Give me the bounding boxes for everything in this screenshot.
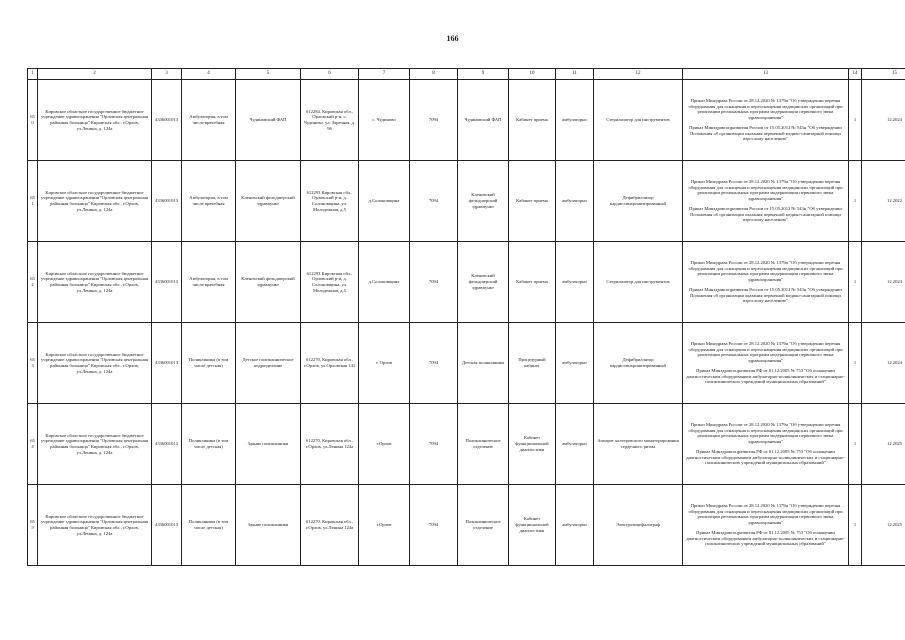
inn-cell: 4336001013: [152, 161, 182, 242]
inn-cell: 4336001013: [152, 404, 182, 485]
code-cell: 7094: [410, 242, 458, 323]
care-type-cell: амбулаторно: [556, 323, 594, 404]
column-header: 10: [509, 69, 556, 80]
inn-cell: 4336001013: [152, 485, 182, 566]
table-row: [28, 323, 905, 404]
locality-cell: г. Орлов: [359, 323, 410, 404]
equipment-cell: Стерилизатор для инструментов: [594, 80, 683, 161]
code-cell: 7094: [410, 161, 458, 242]
legal-basis-cell: [683, 323, 849, 404]
column-header: 8: [410, 69, 458, 80]
legal-basis-order-2: Приказ Минздравсоцразвития РФ от 01.12.2005 № 753 "Об оснащении диагностическим оборудованием амбулаторно-поликлинических и стационарно-поликлинических учреждений муниципальных образований": [686, 367, 845, 385]
division-cell: Детская поликлиника: [458, 323, 509, 404]
legal-basis-order-1: Приказ Минздрава России от 28.12.2020 № 1379н "Об утверждении перечня оборудования для оснащения и переоснащения медицинских организаций при реализации региональных программ модернизации первичного звена здравоохранения": [688, 178, 843, 202]
table-row: [28, 242, 905, 323]
column-header: 3: [152, 69, 182, 80]
legal-basis-order-1: Приказ Минздрава России от 28.12.2020 № 1379н "Об утверждении перечня оборудования для оснащения и переоснащения медицинских организаций при реализации региональных программ модернизации первичного звена здравоохранения": [688, 97, 843, 121]
address-cell: 612270, Кировская обл., г.Орлов, ул.Орловская 141: [301, 323, 359, 404]
locality-cell: д.Солоновщина: [359, 161, 410, 242]
unit-cell: Здание поликлиники: [236, 485, 301, 566]
address-cell: 612270, Кировская обл., г.Орлов, ул.Ленина 124а: [301, 404, 359, 485]
facility-type-cell: Амбулатория, в том числе врачебная: [182, 80, 236, 161]
locality-cell: г.Орлов: [359, 404, 410, 485]
code-cell: 7094: [410, 404, 458, 485]
legal-basis-cell: [683, 404, 849, 485]
table-row: [28, 404, 905, 485]
room-cell: Кабинет функциональной диагностики: [509, 485, 556, 566]
table-row: [28, 80, 905, 161]
date-cell: 12.2025: [862, 485, 905, 566]
locality-cell: г.Орлов: [359, 485, 410, 566]
code-cell: 7094: [410, 485, 458, 566]
row-number: 651: [28, 161, 38, 242]
division-cell: Поликлиническое отделение: [458, 404, 509, 485]
column-header: 1: [28, 69, 38, 80]
inn-cell: 4336001013: [152, 242, 182, 323]
legal-basis-cell: [683, 485, 849, 566]
quantity-cell: 1: [849, 323, 862, 404]
legal-basis-order-1: Приказ Минздрава России от 28.12.2020 № 1379н "Об утверждении перечня оборудования для оснащения и переоснащения медицинских организаций при реализации региональных программ модернизации первичного звена здравоохранения": [688, 259, 843, 283]
room-cell: Кабинет функциональной диагностики: [509, 404, 556, 485]
room-cell: Процедурный кабинет: [509, 323, 556, 404]
unit-cell: Детское поликлиническое подразделение: [236, 323, 301, 404]
date-cell: 12.2024: [862, 323, 905, 404]
column-header: 5: [236, 69, 301, 80]
facility-type-cell: Амбулатория, в том числе врачебная: [182, 242, 236, 323]
facility-type-cell: Поликлиника (в том числе детская): [182, 485, 236, 566]
quantity-cell: 1: [849, 242, 862, 323]
division-cell: Чудиновский ФАП: [458, 80, 509, 161]
legal-basis-order-2: Приказ Минздравсоцразвития России от 15.05.2012 № 543н "Об утверждении Положения об организации оказания первичной медико-санитарной помощи взрослому населению": [689, 286, 842, 304]
quantity-cell: 1: [849, 404, 862, 485]
legal-basis-order-2: Приказ Минздравсоцразвития России от 15.05.2012 № 543н "Об утверждении Положения об организации оказания первичной медико-санитарной помощи взрослому населению": [689, 205, 842, 223]
care-type-cell: амбулаторно: [556, 485, 594, 566]
locality-cell: д.Солоновщина: [359, 242, 410, 323]
care-type-cell: амбулаторно: [556, 80, 594, 161]
division-cell: Кленовский фельдшерский здравпункт: [458, 161, 509, 242]
table-row: [28, 161, 905, 242]
equipment-cell: Стерилизатор для инструментов: [594, 242, 683, 323]
table-row: [28, 485, 905, 566]
column-header: 15: [862, 69, 905, 80]
row-number: 655: [28, 485, 38, 566]
facility-type-cell: Амбулатория, в том числе врачебная: [182, 161, 236, 242]
organization-cell: Кировское областное государственное бюджетное учреждение здравоохранения "Орловская центральная районная больница" Кировская обл., г.Орлов, ул.Ленина, д. 124а: [38, 242, 152, 323]
equipment-cell: Дефибриллятор кардиосинхронизированный: [594, 323, 683, 404]
legal-basis-cell: [683, 242, 849, 323]
column-header: 4: [182, 69, 236, 80]
legal-basis-order-2: Приказ Минздравсоцразвития РФ от 01.12.2005 № 753 "Об оснащении диагностическим оборудованием амбулаторно-поликлинических и стационарно-поликлинических учреждений муниципальных образований": [686, 448, 845, 466]
date-cell: 12.2024: [862, 242, 905, 323]
unit-cell: Здание поликлиники: [236, 404, 301, 485]
date-cell: 12.2022: [862, 161, 905, 242]
room-cell: Кабинет приема: [509, 242, 556, 323]
page-number: 166: [446, 34, 459, 43]
legal-basis-order-1: Приказ Минздрава России от 28.12.2020 № 1379н "Об утверждении перечня оборудования для оснащения и переоснащения медицинских организаций при реализации региональных программ модернизации первичного звена здравоохранения": [688, 340, 843, 364]
column-header: 13: [683, 69, 849, 80]
division-cell: Кленовский фельдшерский здравпункт: [458, 242, 509, 323]
header-row: [28, 69, 905, 80]
organization-cell: Кировское областное государственное бюджетное учреждение здравоохранения "Орловская центральная районная больница" Кировская обл., г.Орлов, ул.Ленина, д. 124а: [38, 80, 152, 161]
column-header: 6: [301, 69, 359, 80]
address-cell: 612293 Кировская обл., Орловский р-н, д. Солоновщина, ул. Молодежная, д.5: [301, 242, 359, 323]
date-cell: 12.2025: [862, 404, 905, 485]
locality-cell: с. Чудиново: [359, 80, 410, 161]
room-cell: Кабинет приема: [509, 161, 556, 242]
unit-cell: Кленовский фельдшерский здравпункт: [236, 242, 301, 323]
date-cell: 12.2024: [862, 80, 905, 161]
legal-basis-order-1: Приказ Минздрава России от 28.12.2020 № 1379н "Об утверждении перечня оборудования для оснащения и переоснащения медицинских организаций при реализации региональных программ модернизации первичного звена здравоохранения": [688, 421, 843, 445]
inn-cell: 4336001013: [152, 80, 182, 161]
address-cell: 612293 Кировская обл., Орловский р-н, д. Солоновщина, ул. Молодежная, д.5: [301, 161, 359, 242]
code-cell: 7094: [410, 323, 458, 404]
column-header: 14: [849, 69, 862, 80]
code-cell: 7094: [410, 80, 458, 161]
column-header: 2: [38, 69, 152, 80]
row-number: 652: [28, 242, 38, 323]
organization-cell: Кировское областное государственное бюджетное учреждение здравоохранения "Орловская центральная районная больница" Кировская обл., г.Орлов, ул.Ленина, д. 124а: [38, 161, 152, 242]
legal-basis-cell: [683, 161, 849, 242]
organization-cell: Кировское областное государственное бюджетное учреждение здравоохранения "Орловская центральная районная больница" Кировская обл., г.Орлов, ул.Ленина, д. 124а: [38, 323, 152, 404]
column-header: 7: [359, 69, 410, 80]
equipment-cell: Дефибриллятор кардиосинхронизированный: [594, 161, 683, 242]
column-header: 9: [458, 69, 509, 80]
address-cell: 612284, Кировская обл., Орловский р-н, с. Чудиново, ул. Заречная, д. 96: [301, 80, 359, 161]
organization-cell: Кировское областное государственное бюджетное учреждение здравоохранения "Орловская центральная районная больница" Кировская обл., г.Орлов, ул.Ленина, д. 124а: [38, 485, 152, 566]
unit-cell: Кленовский фельдшерский здравпункт: [236, 161, 301, 242]
row-number: 653: [28, 323, 38, 404]
quantity-cell: 1: [849, 485, 862, 566]
care-type-cell: амбулаторно: [556, 161, 594, 242]
quantity-cell: 1: [849, 161, 862, 242]
equipment-cell: Аппарат холтеровского мониторирования сердечного ритма: [594, 404, 683, 485]
legal-basis-cell: [683, 80, 849, 161]
address-cell: 612270, Кировская обл., г.Орлов, ул.Ленина 124а: [301, 485, 359, 566]
care-type-cell: амбулаторно: [556, 242, 594, 323]
unit-cell: Чудиновский ФАП: [236, 80, 301, 161]
organization-cell: Кировское областное государственное бюджетное учреждение здравоохранения "Орловская центральная районная больница" Кировская обл., г.Орлов, ул.Ленина, д. 124а: [38, 404, 152, 485]
division-cell: Поликлиническое отделение: [458, 485, 509, 566]
legal-basis-order-1: Приказ Минздрава России от 28.12.2020 № 1379н "Об утверждении перечня оборудования для оснащения и переоснащения медицинских организаций при реализации региональных программ модернизации первичного звена здравоохранения": [688, 502, 843, 526]
column-header: 11: [556, 69, 594, 80]
quantity-cell: 1: [849, 80, 862, 161]
column-header: 12: [594, 69, 683, 80]
legal-basis-order-2: Приказ Минздравсоцразвития России от 15.05.2012 № 543н "Об утверждении Положения об организации оказания первичной медико-санитарной помощи взрослому населению": [689, 124, 842, 142]
facility-type-cell: Поликлиника (в том числе детская): [182, 323, 236, 404]
care-type-cell: амбулаторно: [556, 404, 594, 485]
row-number: 650: [28, 80, 38, 161]
equipment-cell: Электроэнцефалограф: [594, 485, 683, 566]
facility-type-cell: Поликлиника (в том числе детская): [182, 404, 236, 485]
inn-cell: 4336001013: [152, 323, 182, 404]
equipment-table: [27, 68, 905, 566]
legal-basis-order-2: Приказ Минздравсоцразвития РФ от 01.12.2005 № 753 "Об оснащении диагностическим оборудованием амбулаторно-поликлинических и стационарно-поликлинических учреждений муниципальных образований": [686, 529, 845, 547]
row-number: 654: [28, 404, 38, 485]
room-cell: Кабинет приема: [509, 80, 556, 161]
